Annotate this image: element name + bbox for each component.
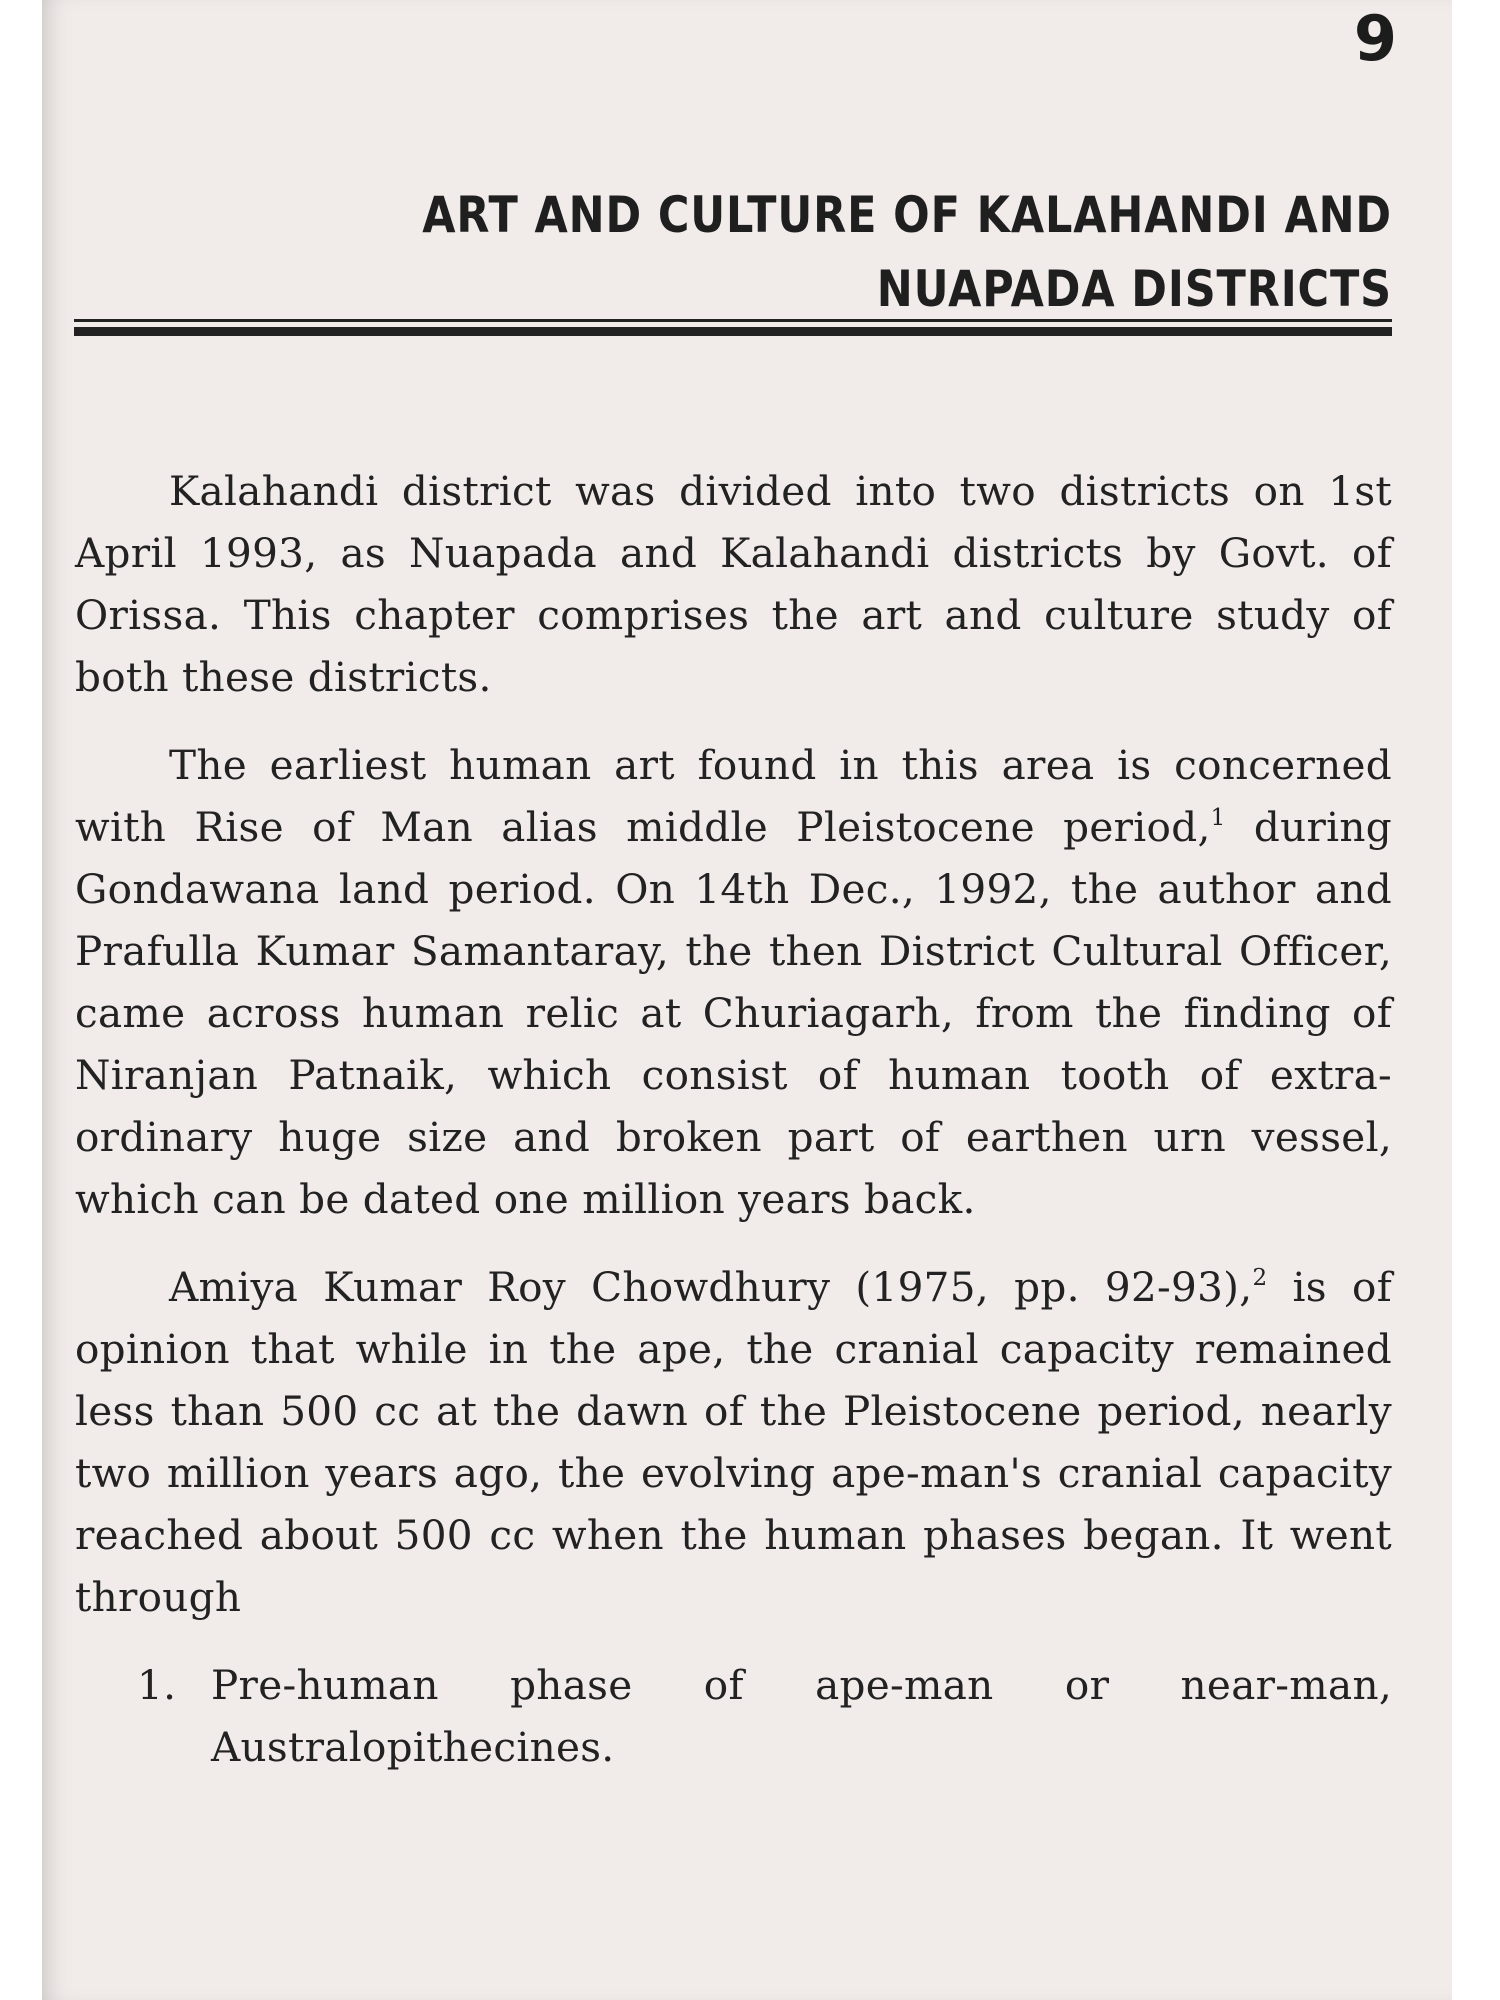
title-divider-thin	[74, 319, 1392, 322]
book-page	[42, 0, 1452, 2000]
page-number: 9	[1353, 2, 1397, 75]
title-divider-thick	[74, 327, 1392, 336]
footnote-marker-1: 1	[1210, 805, 1226, 831]
paragraph-3-text-a: Amiya Kumar Roy Chowdhury (1975, pp. 92-93),	[169, 1263, 1253, 1311]
paragraph-3	[75, 1256, 1392, 1628]
chapter-body	[75, 460, 1392, 1778]
chapter-title-line-2: NUAPADA DISTRICTS	[876, 260, 1392, 318]
list-item	[75, 1654, 1392, 1778]
paragraph-2-text-a: The earliest human art found in this area is concerned with Rise of Man alias middle Pleistocene period,	[75, 741, 1392, 851]
list-item-text: Pre-human phase of ape-man or near-man, Australopithecines.	[211, 1661, 1392, 1771]
footnote-marker-2: 2	[1252, 1265, 1268, 1291]
paragraph-3-text-b: is of opinion that while in the ape, the cranial capacity remained less than 500 cc at the dawn of the Pleistocene period, nearly two million years ago, the evolving ape-man's cranial capacity reached about 500 cc when the human phases began. It went through	[75, 1263, 1392, 1621]
chapter-title-line-1: ART AND CULTURE OF KALAHANDI AND	[422, 186, 1392, 244]
paragraph-2	[75, 734, 1392, 1230]
paragraph-2-text-b: during Gondawana land period. On 14th Dec., 1992, the author and Prafulla Kumar Samantaray, the then District Cultural Officer, came across human relic at Churiagarh, from the finding of Niranjan Patnaik, which consist of human tooth of extra-ordinary huge size and broken part of earthen urn vessel, which can be dated one million years back.	[75, 803, 1392, 1223]
phase-list	[75, 1654, 1392, 1778]
paragraph-1: Kalahandi district was divided into two districts on 1st April 1993, as Nuapada and Kalahandi districts by Govt. of Orissa. This chapter comprises the art and culture study of both these districts.	[75, 467, 1392, 701]
list-item-number: 1.	[137, 1661, 177, 1709]
chapter-title	[360, 178, 1392, 326]
